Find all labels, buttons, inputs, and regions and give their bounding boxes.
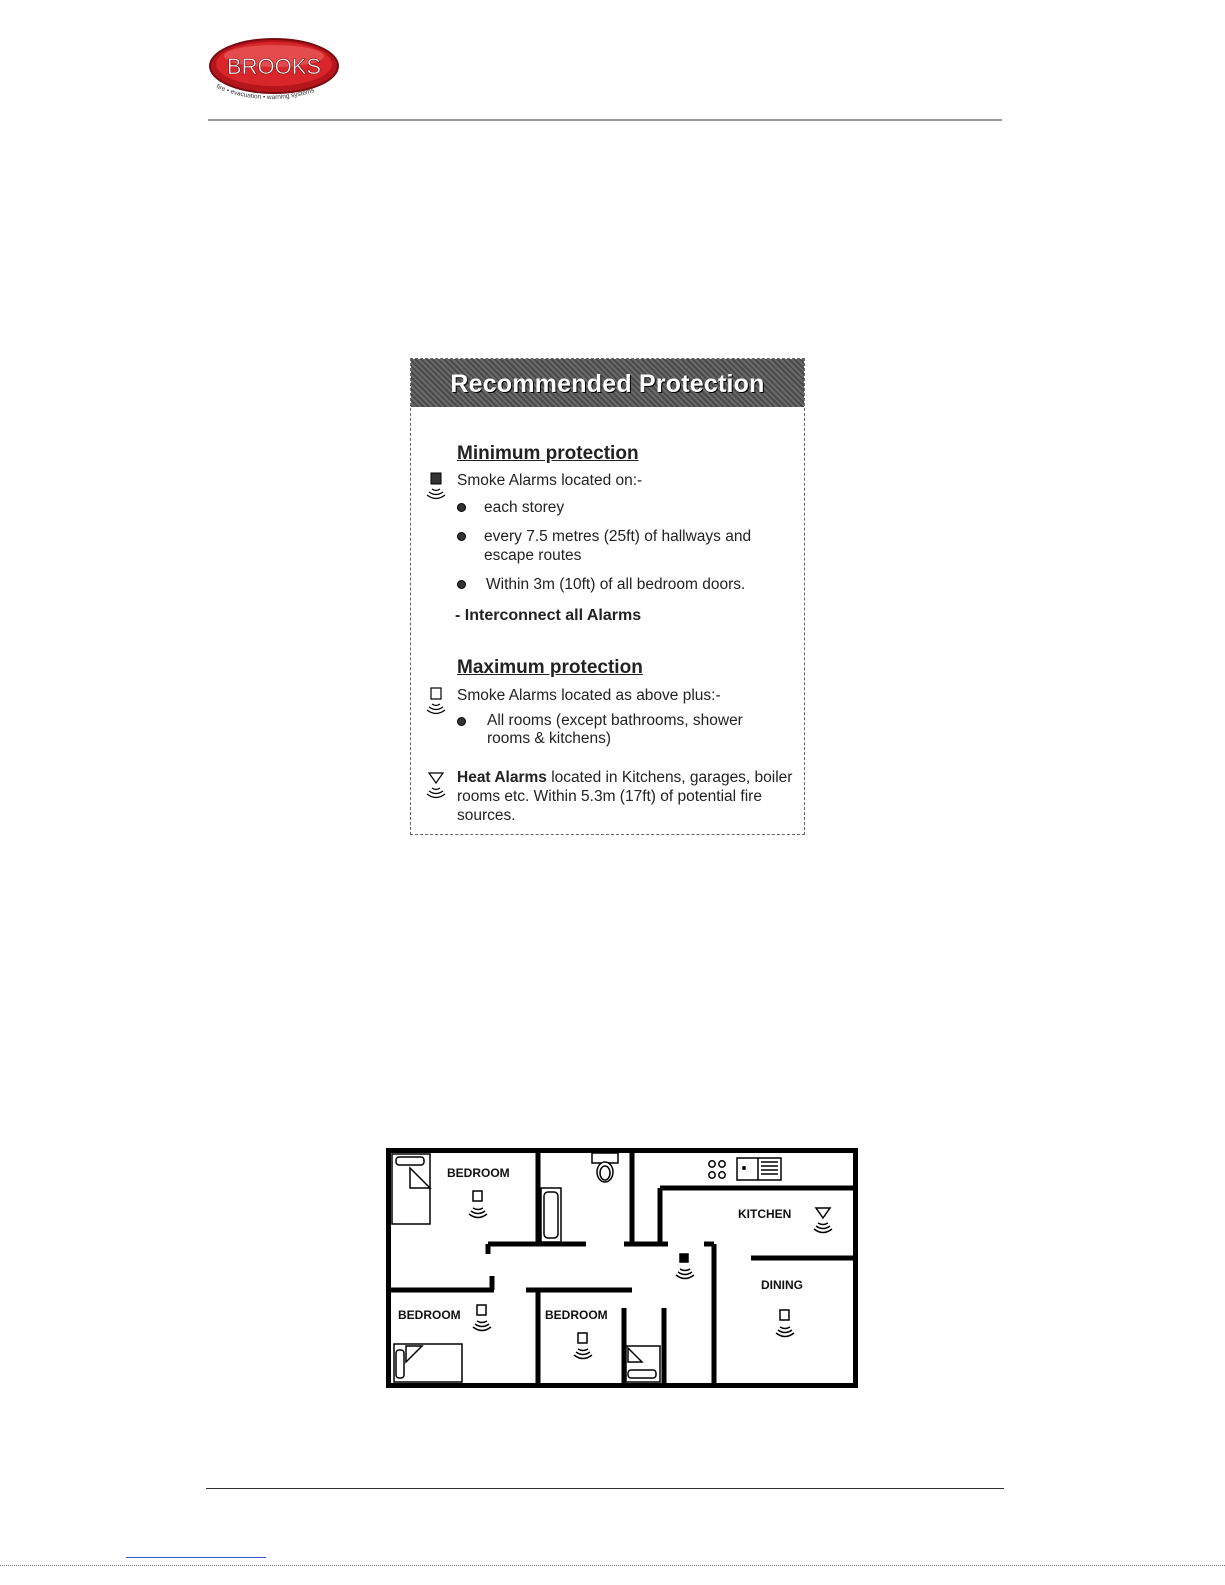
room-label-bedroom: BEDROOM (545, 1308, 608, 1322)
link-underline (126, 1557, 266, 1558)
room-label-bedroom: BEDROOM (398, 1308, 461, 1322)
minimum-intro: Smoke Alarms located on:- (457, 472, 643, 489)
smoke-alarm-outline-icon (425, 687, 447, 717)
bullet-icon (457, 503, 466, 512)
bullet-icon (457, 532, 466, 541)
maximum-protection-heading: Maximum protection (457, 657, 643, 678)
header-rule (208, 119, 1002, 121)
floor-plan (386, 1148, 858, 1388)
bullet-icon (457, 717, 466, 726)
maximum-intro: Smoke Alarms located as above plus:- (457, 687, 721, 704)
room-label-bedroom: BEDROOM (447, 1166, 510, 1180)
page-edge-dots (0, 1565, 1225, 1566)
interconnect-note: - Interconnect all Alarms (455, 607, 642, 624)
heat-alarm-text: Heat Alarms located in Kitchens, garages, boiler rooms etc. Within 5.3m (17ft) of potential fire sources. (457, 769, 793, 824)
room-label-kitchen: KITCHEN (738, 1207, 792, 1221)
minimum-protection-heading: Minimum protection (457, 443, 639, 464)
bullet-icon (457, 580, 466, 589)
panel-title: Recommended Protection (411, 359, 804, 407)
heat-alarm-icon (425, 771, 447, 801)
smoke-alarm-filled-icon (425, 472, 447, 502)
room-label-dining: DINING (761, 1278, 803, 1292)
svg-text:BROOKS: BROOKS (226, 54, 322, 79)
recommended-protection-panel: Recommended Protection Minimum protection Smoke Alarms located on:- each storey every 7.5 metres (25ft) of hallways and escape routes Within 3m (10ft) of all bedroom doors. - Interconnect all Alarms Maximum protection Smoke Alarms located as above plus:- All rooms (except bathrooms, shower rooms & kitchens) Heat Alarms located in Kitchens, garages, boiler rooms etc. Within 5.3m (17ft) of potential fire sources. (410, 358, 805, 835)
brooks-logo (208, 36, 343, 106)
svg-text:fire • evacuation • warning sy: fire • evacuation • warning systems (215, 83, 316, 102)
footer-rule (206, 1488, 1004, 1489)
